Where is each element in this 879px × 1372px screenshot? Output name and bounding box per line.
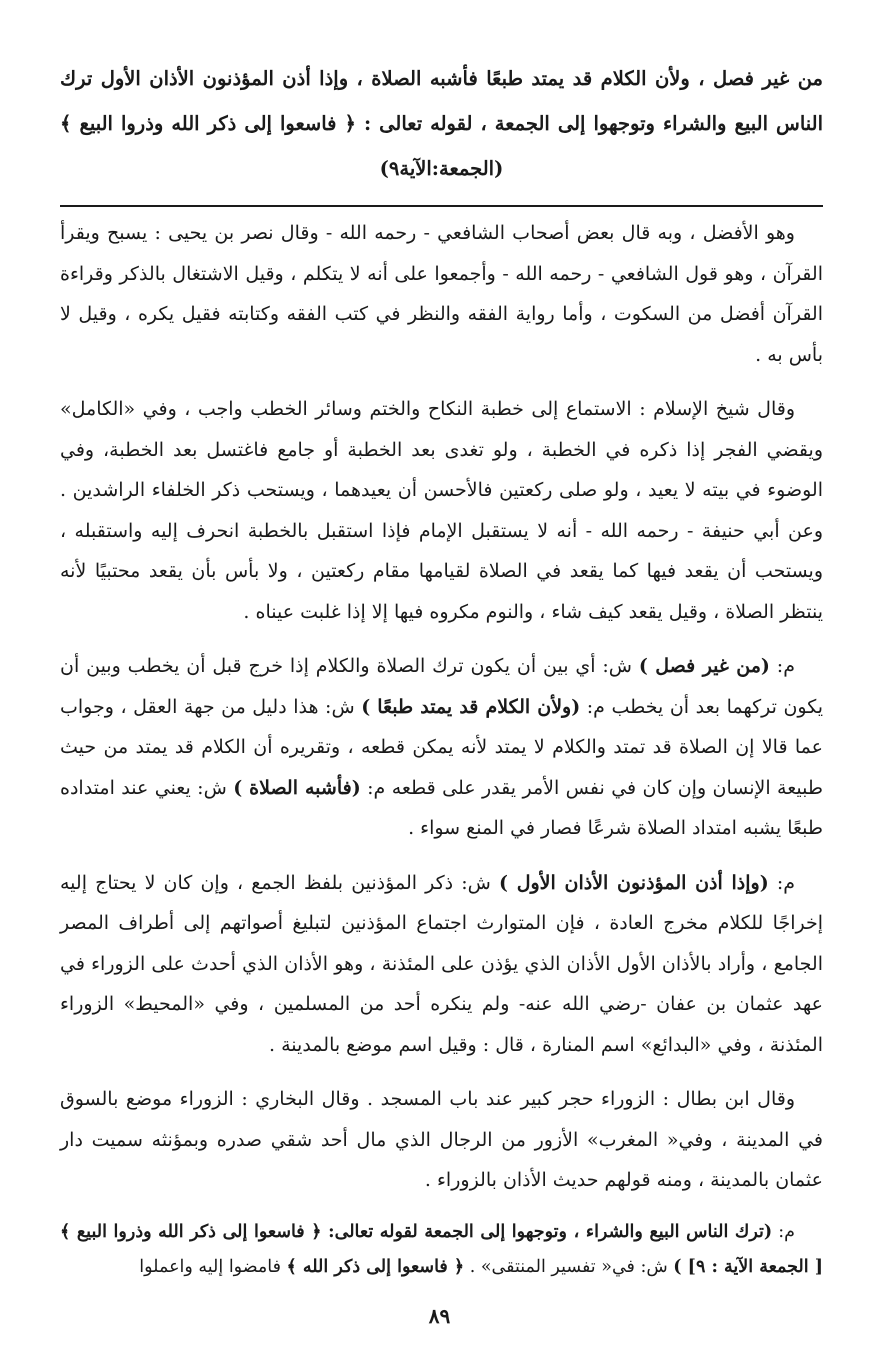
matn-line-1: من غير فصل ، ولأن الكلام قد يمتد طبعًا فأشبه الصلاة ، وإذا أذن المؤذنون الأذان الأول ترك [60, 67, 823, 90]
quoted-matn: (ترك الناس البيع والشراء ، وتوجهوا إلى الجمعة لقوله تعالى: ﴿ فاسعوا إلى ذكر الله وذروا البيع ﴾ [ الجمعة الآية : ٩] ) [60, 1221, 823, 1277]
text-run: ش: هذا دليل من جهة العقل ، وجواب عما قالا إن الصلاة قد تمتد والكلام لا يمتد لأنه يمكن قطعه ، وتقريره أن الكلام قد يمتد من حيث طبيعة الإنسان وإن كان في نفس الأمر يقدر على قطعه م: [60, 695, 823, 799]
quoted-matn: (وإذا أذن المؤذنون الأذان الأول ) [499, 871, 769, 894]
text-run: ش: ذكر المؤذنين بلفظ الجمع ، وإن كان لا يحتاج إليه إخراجًا للكلام مخرج العادة ، فإن المتوارث اجتماع المؤذنين لتبليغ أصواتهم إلى أطراف المصر الجامع ، وأراد بالأذان الأول الأذان الذي يؤذن على المئذنة ، وهو الأذان الذي أحدث على الزوراء في عهد عثمان بن عفان -رضي الله عنه- ولم ينكره أحد من المسلمين ، وفي «المحيط» الزوراء المئذنة ، وفي «البدائع» اسم المنارة ، قال : وقيل اسم موضع بالمدينة . [60, 871, 823, 1056]
paragraph-3 [60, 646, 823, 849]
text-run: ش: أي بين أن يكون ترك الصلاة والكلام إذا خرج قبل أن يخطب وبين أن يكون تركهما بعد أن يخطب م: [60, 655, 824, 718]
page-number: ٨٩ [428, 1304, 451, 1328]
matn-line-3: (الجمعة:الآية٩) [379, 157, 504, 180]
quoted-verse: ﴿ فاسعوا إلى ذكر الله ﴾ [286, 1256, 465, 1277]
paragraph-4 [60, 863, 823, 1066]
paragraph-6 [60, 1215, 823, 1285]
quoted-matn: (فأشبه الصلاة ) [233, 776, 361, 799]
marker-mim: م: [772, 1221, 795, 1242]
text-run: ش: يعني عند امتداده طبعًا يشبه امتداد الصلاة شرعًا فصار في المنع سواء . [60, 776, 823, 839]
text-run: ش: في« تفسير المنتقى» . [464, 1256, 674, 1277]
matn-line-2: الناس البيع والشراء وتوجهوا إلى الجمعة ، لقوله تعالى : ﴿ فاسعوا إلى ذكر الله وذروا البيع ﴾ [60, 112, 823, 135]
marker-mim: م: [769, 655, 795, 677]
paragraph-2: وقال شيخ الإسلام : الاستماع إلى خطبة النكاح والختم وسائر الخطب واجب ، وفي «الكامل» ويقضي الفجر إذا ذكره في الخطبة ، ولو تغدى بعد الخطبة أو جامع فاغتسل بعد الخطبة، وفي الوضوء في بيته لا يعيد ، ولو صلى ركعتين فالأحسن أن يعيدهما ، ويستحب ذكر الخلفاء الراشدين . وعن أبي حنيفة - رحمه الله - أنه لا يستقبل الإمام فإذا استقبل بالخطبة انحرف إليه واستقبله ، ويستحب أن يقعد فيها كما يقعد في الصلاة لقيامها مقام ركعتين ، ولا بأس بأن يقعد محتبيًا لأنه ينتظر الصلاة ، وقيل يقعد كيف شاء ، والنوم مكروه فيها إلا إذا غلبت عيناه . [60, 398, 824, 623]
quoted-matn: (من غير فصل ) [638, 655, 770, 677]
commentary-text [60, 213, 823, 1285]
separator-rule [60, 205, 823, 207]
marker-mim: م: [768, 871, 795, 894]
paragraph-1: وهو الأفضل ، وبه قال بعض أصحاب الشافعي - رحمه الله - وقال نصر بن يحيى : يسبح ويقرأ القرآن ، وهو قول الشافعي - رحمه الله - وأجمعوا على أنه لا يتكلم ، وقيل الاشتغال بالذكر وقراءة القرآن أفضل من السكوت ، وأما رواية الفقه والنظر في كتب الفقه وكتابته فقيل يكره ، وقيل لا بأس به . [60, 222, 823, 366]
matn-text [60, 56, 823, 191]
quoted-matn: (ولأن الكلام قد يمتد طبعًا ) [361, 695, 581, 718]
text-run: فامضوا إليه واعملوا [139, 1256, 287, 1277]
paragraph-5: وقال ابن بطال : الزوراء حجر كبير عند باب المسجد . وقال البخاري : الزوراء موضع بالسوق في المدينة ، وفي« المغرب» الأزور من الرجال الذي مال أحد شقي صدره وبمؤنثه سميت دار عثمان بالمدينة ، ومنه قولهم حديث الأذان بالزوراء . [60, 1088, 823, 1191]
